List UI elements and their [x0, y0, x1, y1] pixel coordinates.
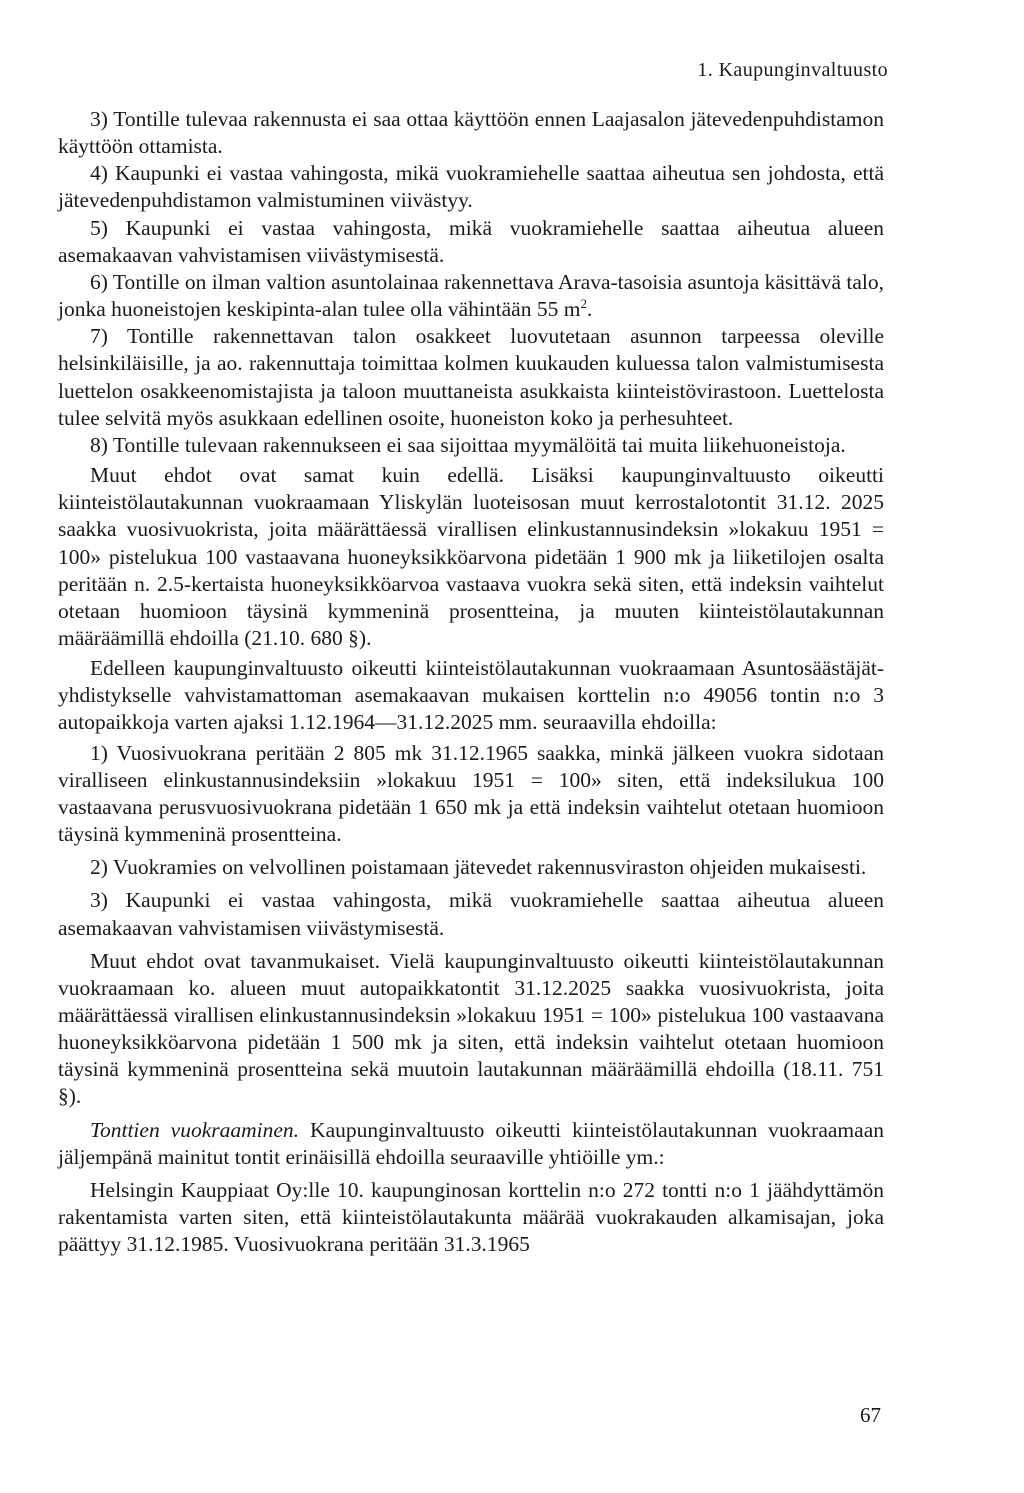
section-lead-heading: Tonttien vuokraaminen. [90, 1117, 300, 1142]
paragraph-condition-5: 5) Kaupunki ei vastaa vahingosta, mikä vuokramiehelle saattaa aiheutua alueen asemakaavan vahvistamisen viivästymisestä. [58, 215, 884, 267]
paragraph-parking-condition-3: 3) Kaupunki ei vastaa vahingosta, mikä vuokramiehelle saattaa aiheutua alueen asemakaavan vahvistamisen viivästymisestä. [58, 888, 884, 940]
paragraph-helsingin-kauppiaat: Helsingin Kauppiaat Oy:lle 10. kaupunginosan korttelin n:o 272 tontti n:o 1 jäähdyttämön rakentamista varten siten, että kiinteistölautakunta määrää vuokrakauden alkamisajan, joka päättyy 31.12.1985. Vuosivuokrana peritään 31.3.1965 [58, 1177, 884, 1257]
running-header: 1. Kaupunginvaltuusto [697, 59, 888, 81]
paragraph-parking-condition-1: 1) Vuosivuokrana peritään 2 805 mk 31.12.1965 saakka, minkä jälkeen vuokra sidotaan viralliseen elinkustannusindeksiin »lokakuu 1951 = 100» siten, että indeksilukua 100 vastaavana perusvuosivuokrana pidetään 1 650 mk ja että indeksin vaihtelut otetaan huomioon täysinä kymmeninä prosentteina. [58, 740, 884, 847]
paragraph-other-conditions: Muut ehdot ovat samat kuin edellä. Lisäksi kaupunginvaltuusto oikeutti kiinteistölautakunnan vuokraamaan Yliskylän luoteisosan muut kerrostalotontit 31.12. 2025 saakka vuosivuokrista, joita määrättäessä virallisen elinkustannusindeksin »lokakuu 1951 = 100» pistelukua 100 vastaavana huoneyksikköarvona pidetään 1 900 mk ja liiketilojen osalta peritään n. 2.5-kertaista huoneyksikköarvoa vastaava vuokra sekä siten, että indeksin vaihtelut otetaan huomioon täysinä kymmeninä prosentteina, ja muuten kiinteistölautakunnan määräämillä ehdoilla (21.10. 680 §). [58, 463, 884, 650]
paragraph-condition-7: 7) Tontille rakennettavan talon osakkeet luovutetaan asunnon tarpeessa oleville helsinkiläisille, ja ao. rakennuttaja toimittaa kolmen kuukauden kuluessa talon valmistumisesta luettelon osakkeenomistajista ja taloon muuttaneista asukkaista kiinteistövirastoon. Luettelosta tulee selvitä myös asukkaan edellinen osoite, huoneiston koko ja perhesuhteet. [58, 324, 884, 430]
body-text [58, 106, 884, 1258]
paragraph-parking-condition-2: 2) Vuokramies on velvollinen poistamaan jätevedet rakennusviraston ohjeiden mukaisesti. [90, 855, 867, 880]
paragraph-condition-6: 6) Tontille on ilman valtion asuntolainaa rakennettava Arava-tasoisia asuntoja käsittävä talo, jonka huoneistojen keskipinta-alan tulee olla vähintään 55 $m^2$. [58, 269, 884, 322]
paragraph-parking-lease: Edelleen kaupunginvaltuusto oikeutti kiinteistölautakunnan vuokraamaan Asuntosäästäjät-yhdistykselle vahvistamattoman asemakaavan mukaisen korttelin n:o 49056 tontin n:o 3 autopaikkoja varten ajaksi 1.12.1964—31.12.2025 mm. seuraavilla ehdoilla: [58, 656, 884, 735]
paragraph-plot-leasing: Tonttien vuokraaminen. Kaupunginvaltuusto oikeutti kiinteistölautakunnan vuokraamaan jäljempänä mainitut tontit erinäisillä ehdoilla seuraaville yhtiöille ym.: [58, 1117, 884, 1169]
page-number: 67 [860, 1403, 881, 1427]
paragraph-condition-8: 8) Tontille tulevaan rakennukseen ei saa sijoittaa myymälöitä tai muita liikehuoneistoja. [90, 432, 846, 457]
paragraph-condition-3: 3) Tontille tulevaa rakennusta ei saa ottaa käyttöön ennen Laajasalon jätevedenpuhdistamon käyttöön ottamista. [58, 107, 884, 159]
paragraph-condition-4: 4) Kaupunki ei vastaa vahingosta, mikä vuokramiehelle saattaa aiheutua sen johdosta, että jätevedenpuhdistamon valmistuminen viivästyy. [58, 161, 884, 213]
paragraph-usual-conditions: Muut ehdot ovat tavanmukaiset. Vielä kaupunginvaltuusto oikeutti kiinteistölautakunnan vuokraamaan ko. alueen muut autopaikkatontit 31.12.2025 saakka vuosivuokrista, joita määrättäessä virallisen elinkustannusindeksin »lokakuu 1951 = 100» pistelukua 100 vastaavana huoneyksikköarvona pidetään 1 500 mk ja siten, että indeksin vaihtelut otetaan huomioon täysinä kymmeninä prosentteina sekä muutoin lautakunnan määräämillä ehdoilla (18.11. 751 §). [58, 948, 884, 1109]
superscript-2: 2 [580, 296, 587, 312]
